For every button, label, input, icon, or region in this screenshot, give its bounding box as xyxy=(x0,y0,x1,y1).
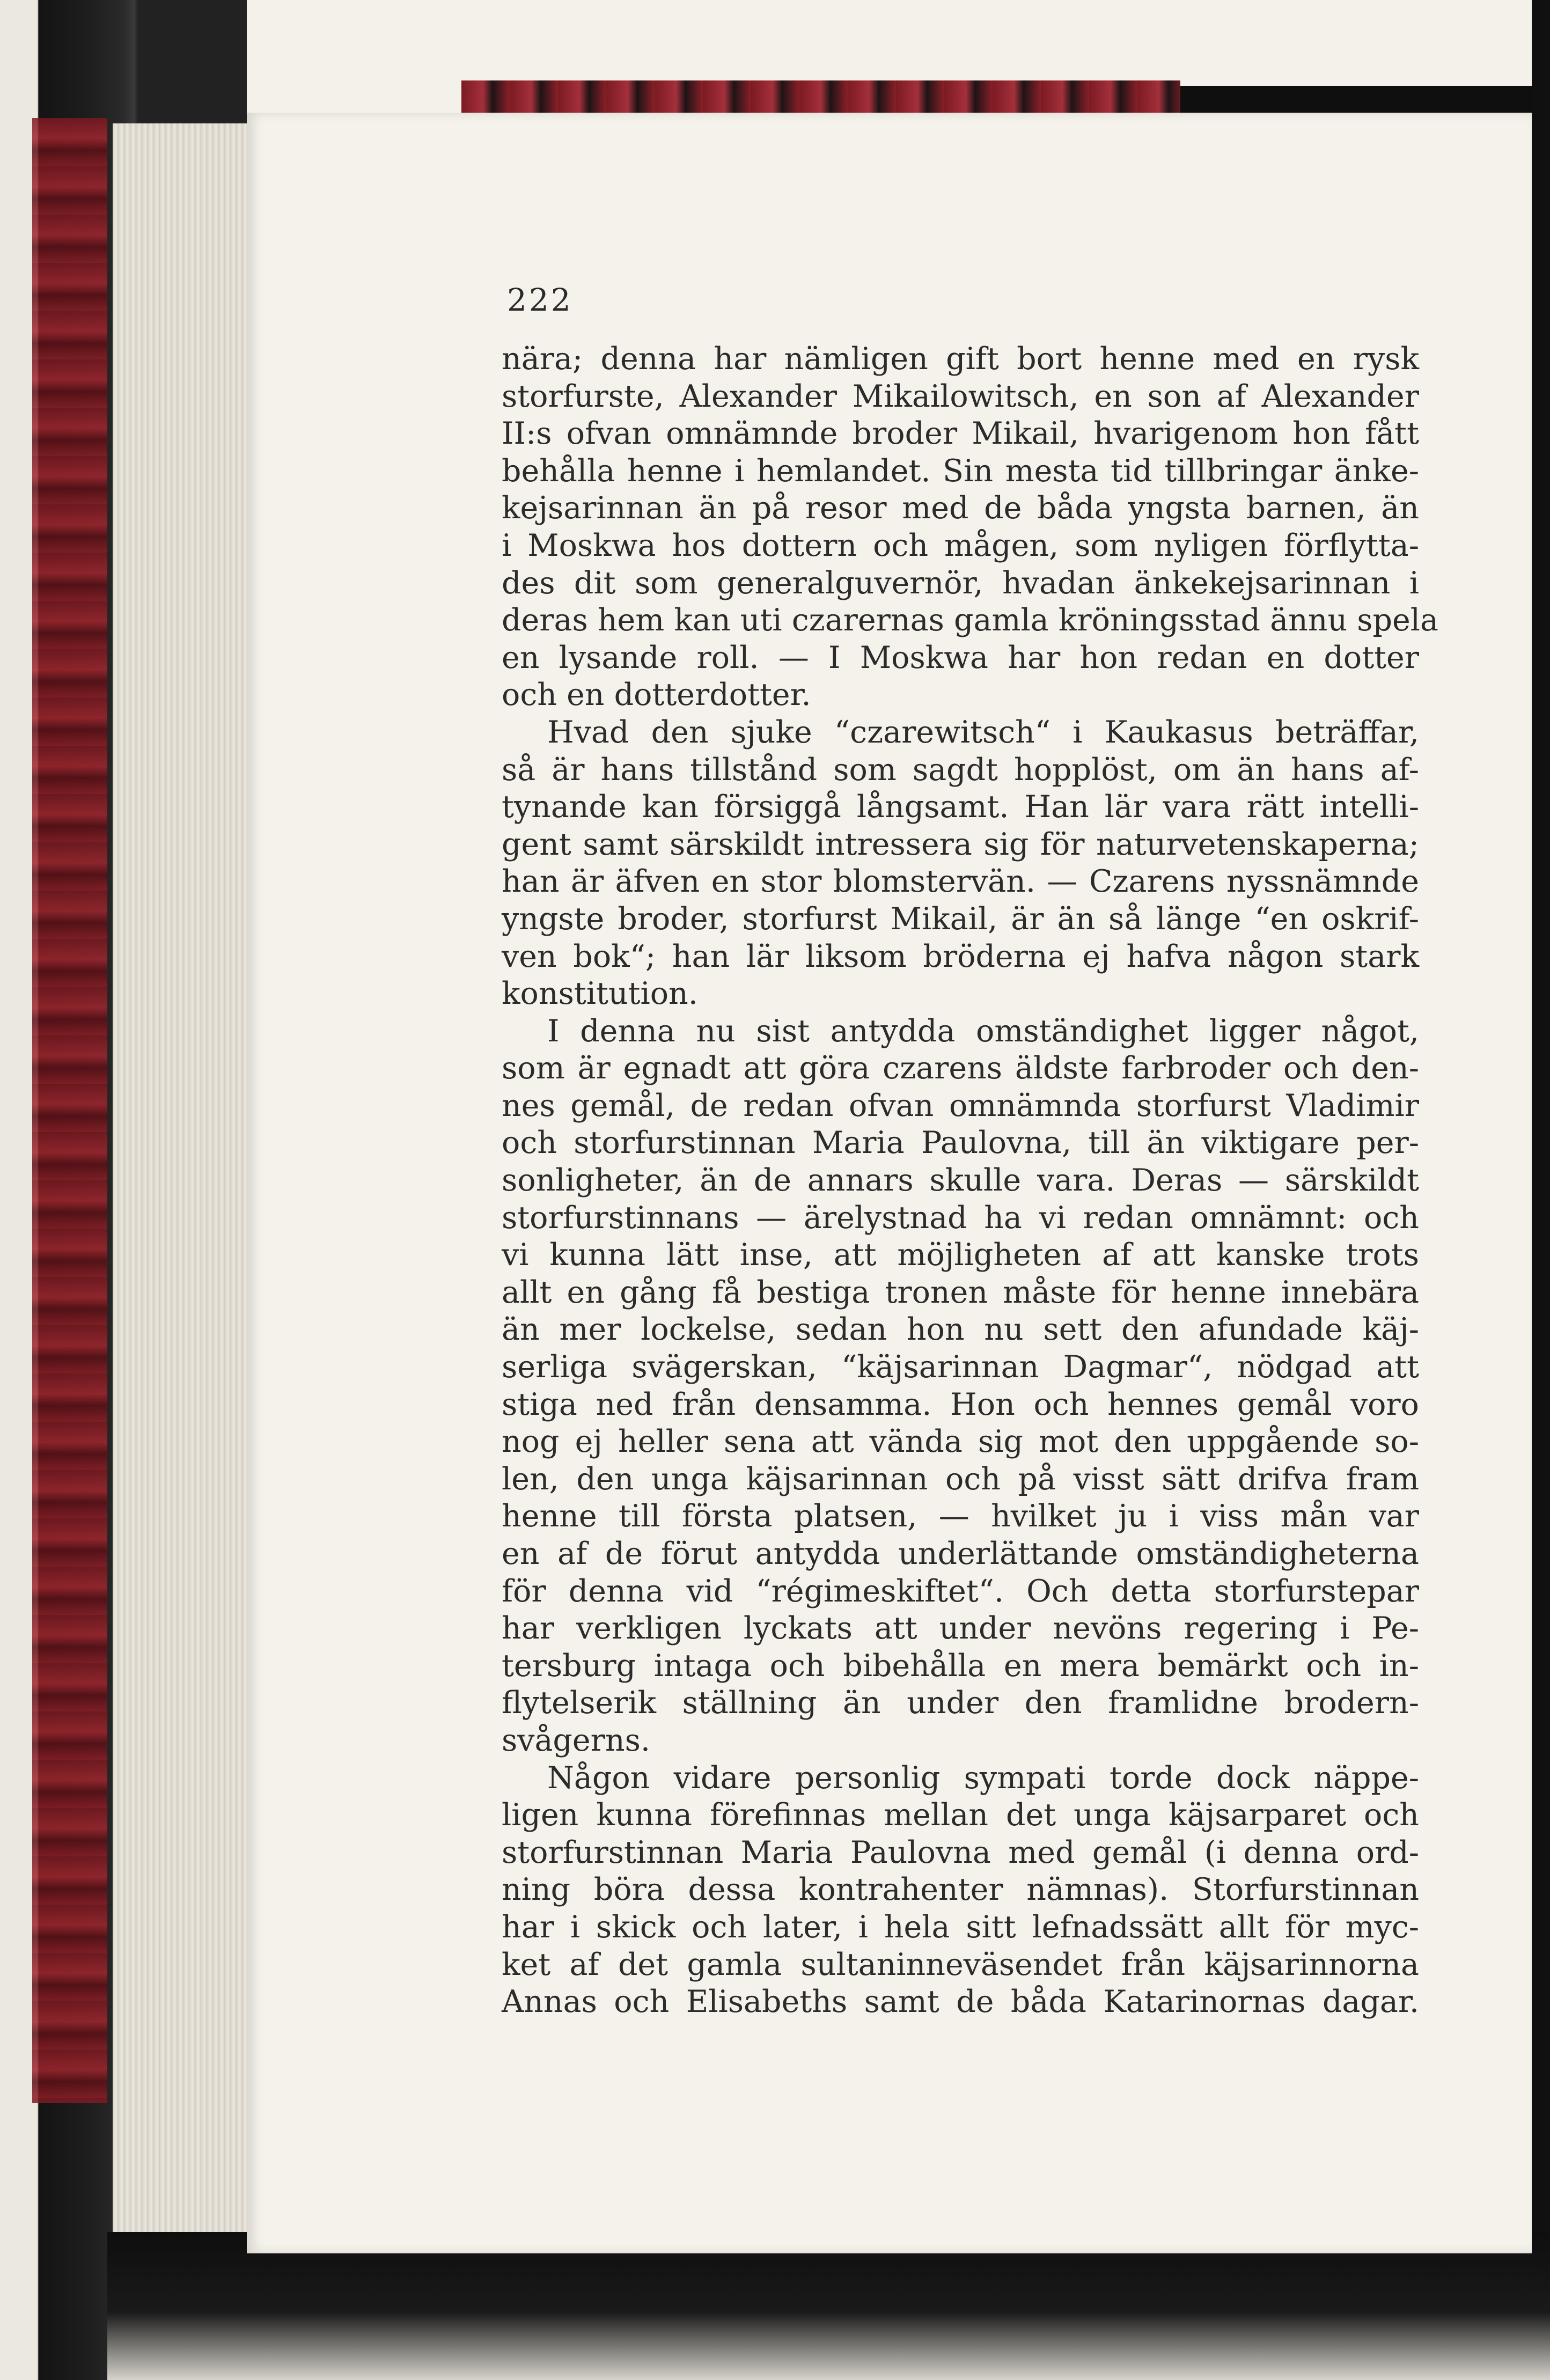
page-stack-edge xyxy=(113,123,248,2259)
page-number: 222 xyxy=(507,282,573,318)
text-line: en lysande roll. — I Moskwa har hon redan en dotter xyxy=(502,640,1419,675)
text-line: tynande kan försiggå långsamt. Han lär vara rätt intelli- xyxy=(502,789,1419,825)
text-line: så är hans tillstånd som sagdt hopplöst, om än hans af- xyxy=(502,752,1419,788)
text-line: II:s ofvan omnämnde broder Mikail, hvarigenom hon fått xyxy=(502,416,1419,452)
text-line: kejsarinnan än på resor med de båda yngsta barnen, än xyxy=(502,490,1419,526)
text-line: en af de förut antydda underlättande omständigheterna xyxy=(502,1536,1419,1571)
text-line: serliga svägerskan, “käjsarinnan Dagmar“, nödgad att xyxy=(502,1349,1419,1385)
text-line: och en dotterdotter. xyxy=(502,677,811,713)
cover-marbled-edge xyxy=(32,118,107,2103)
text-line: han är äfven en stor blomstervän. — Czarens nyssnämnde xyxy=(502,864,1419,900)
right-dark-edge xyxy=(1532,0,1550,2380)
text-line: har i skick och later, i hela sitt lefnadssätt allt för myc- xyxy=(502,1909,1419,1945)
text-line: Hvad den sjuke “czarewitsch“ i Kaukasus beträffar, xyxy=(547,714,1419,750)
text-line: nes gemål, de redan ofvan omnämnda storfurst Vladimir xyxy=(502,1088,1419,1123)
text-line: gent samt särskildt intressera sig för naturvetenskaperna; xyxy=(502,826,1419,862)
text-line: har verkligen lyckats att under nevöns regering i Pe- xyxy=(502,1611,1419,1647)
text-line: flytelserik ställning än under den framlidne brodern- xyxy=(502,1685,1419,1721)
text-line: yngste broder, storfurst Mikail, är än så länge “en oskrif- xyxy=(502,901,1419,937)
bottom-dark-edge xyxy=(107,2232,1550,2380)
text-line: allt en gång få bestiga tronen måste för henne innebära xyxy=(502,1274,1419,1310)
text-line: len, den unga käjsarinnan och på visst sätt drifva fram xyxy=(502,1461,1419,1497)
text-line: och storfurstinnan Maria Paulovna, till än viktigare per- xyxy=(502,1125,1419,1161)
text-line: ket af det gamla sultaninneväsendet från käjsarinnorna xyxy=(502,1946,1419,1982)
text-line: för denna vid “régimeskiftet“. Och detta storfurstepar xyxy=(502,1573,1419,1609)
text-line: storfurstinnans — ärelystnad ha vi redan omnämnt: och xyxy=(502,1200,1419,1236)
text-line: i Moskwa hos dottern och mågen, som nyligen förflytta- xyxy=(502,527,1419,563)
text-line: som är egnadt att göra czarens äldste farbroder och den- xyxy=(502,1051,1419,1086)
text-line: behålla henne i hemlandet. Sin mesta tid tillbringar änke- xyxy=(502,453,1419,489)
text-line: deras hem kan uti czarernas gamla kröningsstad ännu spela xyxy=(502,603,1438,638)
text-line: des dit som generalguvernör, hvadan änkekejsarinnan i xyxy=(502,565,1419,601)
text-line: ligen kunna förefinnas mellan det unga käjsarparet och xyxy=(502,1797,1419,1833)
text-line: ning böra dessa kontrahenter nämnas). Storfurstinnan xyxy=(502,1872,1419,1908)
text-line: svågerns. xyxy=(502,1722,650,1758)
text-line: stiga ned från densamma. Hon och hennes gemål voro xyxy=(502,1386,1419,1422)
text-line: I denna nu sist antydda omständighet ligger något, xyxy=(547,1013,1419,1049)
text-line: Någon vidare personlig sympati torde dock näppe- xyxy=(547,1760,1419,1796)
text-line: storfurstinnan Maria Paulovna med gemål (i denna ord- xyxy=(502,1834,1419,1870)
text-line: tersburg intaga och bibehålla en mera bemärkt och in- xyxy=(502,1648,1419,1684)
text-line: nog ej heller sena att vända sig mot den uppgående so- xyxy=(502,1424,1419,1460)
text-line: storfurste, Alexander Mikailowitsch, en son af Alexander xyxy=(502,378,1419,414)
text-line: henne till första platsen, — hvilket ju i viss mån var xyxy=(502,1498,1419,1534)
text-line: sonligheter, än de annars skulle vara. Deras — särskildt xyxy=(502,1163,1419,1199)
body-text xyxy=(502,341,1438,2021)
text-line: Annas och Elisabeths samt de båda Katarinornas dagar. xyxy=(502,1984,1419,2020)
text-line: än mer lockelse, sedan hon nu sett den afundade käj- xyxy=(502,1312,1419,1348)
text-line: konstitution. xyxy=(502,976,698,1012)
text-line: ven bok“; han lär liksom bröderna ej hafva någon stark xyxy=(502,938,1419,974)
text-line: vi kunna lätt inse, att möjligheten af att kanske trots xyxy=(502,1237,1419,1273)
text-line: nära; denna har nämligen gift bort henne med en rysk xyxy=(502,341,1419,377)
